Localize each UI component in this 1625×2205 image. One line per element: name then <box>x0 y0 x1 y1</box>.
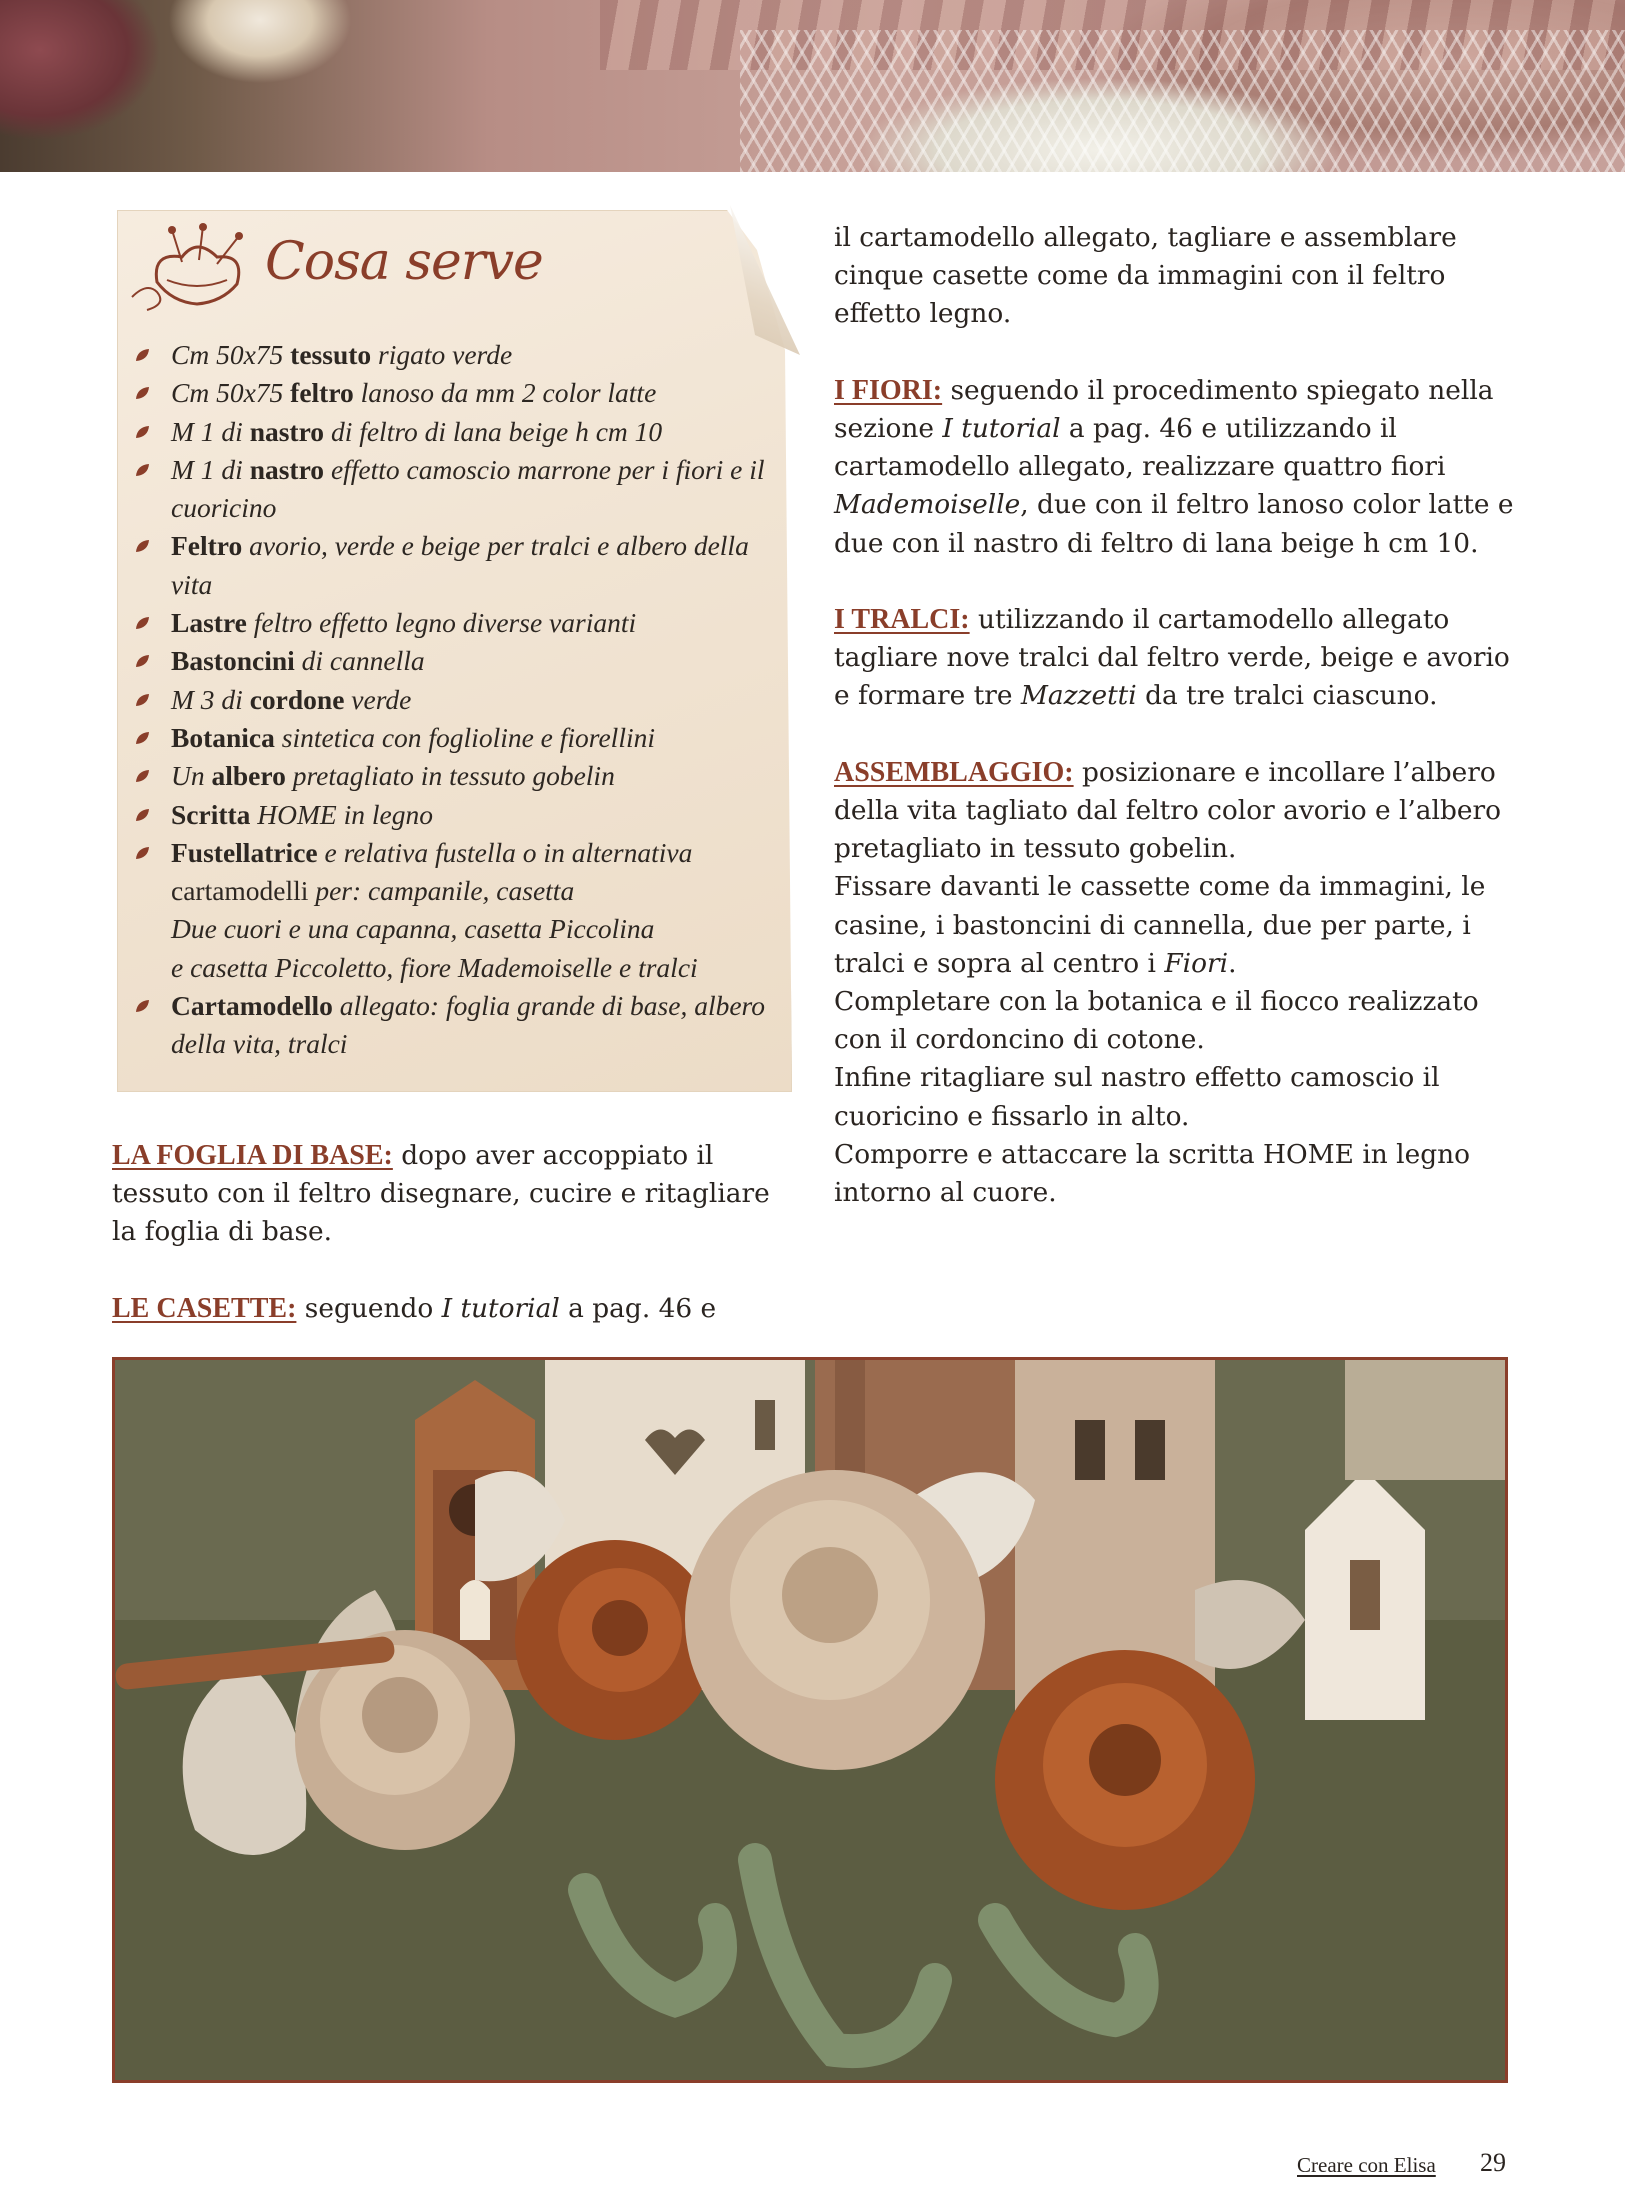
tralci-paragraph: I TRALCI: utilizzando il cartamodello allegato tagliare nove tralci dal feltro verde, beige e avorio e formare tre Mazzetti da tre tralci ciascuno. <box>834 604 1510 712</box>
list-item: Scritta HOME in legno <box>135 796 775 834</box>
casette-continued: il cartamodello allegato, tagliare e assemblare cinque casette come da immagini con il feltro effetto legno. <box>834 222 1457 330</box>
leaf-bullet-icon <box>135 693 150 708</box>
fissare-paragraph: Fissare davanti le cassette come da immagini, le casine, i bastoncini di cannella, due per parte, i tralci e sopra al centro i Fiori. <box>834 871 1486 979</box>
leaf-bullet-icon <box>135 386 150 401</box>
fiori-lead: I FIORI: <box>834 374 943 406</box>
leaf-bullet-icon <box>135 425 150 440</box>
casette-paragraph: LE CASETTE: seguendo I tutorial a pag. 46 e <box>112 1292 717 1324</box>
large-beige-felt-flower <box>685 1470 985 1770</box>
assemblaggio-paragraph: ASSEMBLAGGIO: posizionare e incollare l’albero della vita tagliato dal feltro color avorio e l’albero pretagliato in tessuto gobelin. <box>834 756 1501 865</box>
fiori-paragraph: I FIORI: seguendo il procedimento spiegato nella sezione I tutorial a pag. 46 e utilizzando il cartamodello allegato, realizzare quattro fiori Mademoiselle, due con il feltro lanoso color latte e due con il nastro di feltro di lana beige h cm 10. <box>834 374 1514 559</box>
felt-flowers-illustration <box>115 1360 1508 2083</box>
list-item: M 1 di nastro di feltro di lana beige h cm 10 <box>135 413 775 451</box>
leaf-bullet-icon <box>135 999 150 1014</box>
list-item: Fustellatrice e relativa fustella o in alternativa cartamodelli per: campanile, casetta Due cuori e una capanna, casetta Piccolina e casetta Piccoletto, fiore Mademoiselle e tralci <box>135 834 775 987</box>
list-item: Feltro avorio, verde e beige per tralci e albero della vita <box>135 527 775 604</box>
comporre-paragraph: Comporre e attaccare la scritta HOME in legno intorno al cuore. <box>834 1138 1470 1209</box>
page-number: 29 <box>1480 2148 1506 2177</box>
project-photo <box>112 1357 1508 2083</box>
list-item: Botanica sintetica con foglioline e fiorellini <box>135 719 775 757</box>
list-item: Lastre feltro effetto legno diverse varianti <box>135 604 775 642</box>
card-title: Cosa serve <box>265 232 543 292</box>
header-photo <box>0 0 1625 172</box>
list-item: Cm 50x75 feltro lanoso da mm 2 color latte <box>135 374 775 412</box>
leaf-bullet-icon <box>135 769 150 784</box>
tralci-lead: I TRALCI: <box>834 604 970 635</box>
pincushion-icon <box>127 222 267 317</box>
completare-paragraph: Completare con la botanica e il fiocco realizzato con il cordoncino di cotone. <box>834 986 1479 1056</box>
foglia-paragraph: LA FOGLIA DI BASE: dopo aver accoppiato il tessuto con il feltro disegnare, cucire e ritagliare la foglia di base. <box>112 1140 770 1248</box>
casette-lead: LE CASETTE: <box>112 1292 297 1324</box>
magazine-name: Creare con Elisa <box>1297 2153 1436 2177</box>
foglia-lead: LA FOGLIA DI BASE: <box>112 1140 393 1171</box>
list-item: Un albero pretagliato in tessuto gobelin <box>135 757 775 795</box>
leaf-bullet-icon <box>135 348 150 363</box>
assemblaggio-lead: ASSEMBLAGGIO: <box>834 756 1074 788</box>
leaf-bullet-icon <box>135 616 150 631</box>
infine-paragraph: Infine ritagliare sul nastro effetto camoscio il cuoricino e fissarlo in alto. <box>834 1062 1440 1132</box>
list-item: Cartamodello allegato: foglia grande di base, albero della vita, tralci <box>135 987 775 1064</box>
leaf-bullet-icon <box>135 808 150 823</box>
materials-list <box>135 336 775 1064</box>
list-item: M 1 di nastro effetto camoscio marrone per i fiori e il cuoricino <box>135 451 775 528</box>
list-item: Bastoncini di cannella <box>135 642 775 680</box>
leaf-bullet-icon <box>135 463 150 478</box>
brown-suede-flower-right <box>995 1650 1255 1910</box>
leaf-bullet-icon <box>135 846 150 861</box>
left-column <box>112 1137 792 1328</box>
leaf-bullet-icon <box>135 731 150 746</box>
brown-suede-flower <box>515 1540 715 1740</box>
leaf-bullet-icon <box>135 654 150 669</box>
leaf-bullet-icon <box>135 539 150 554</box>
right-column <box>834 219 1524 1212</box>
list-item: Cm 50x75 tessuto rigato verde <box>135 336 775 374</box>
list-item: M 3 di cordone verde <box>135 681 775 719</box>
lace-fabric <box>740 30 1625 172</box>
